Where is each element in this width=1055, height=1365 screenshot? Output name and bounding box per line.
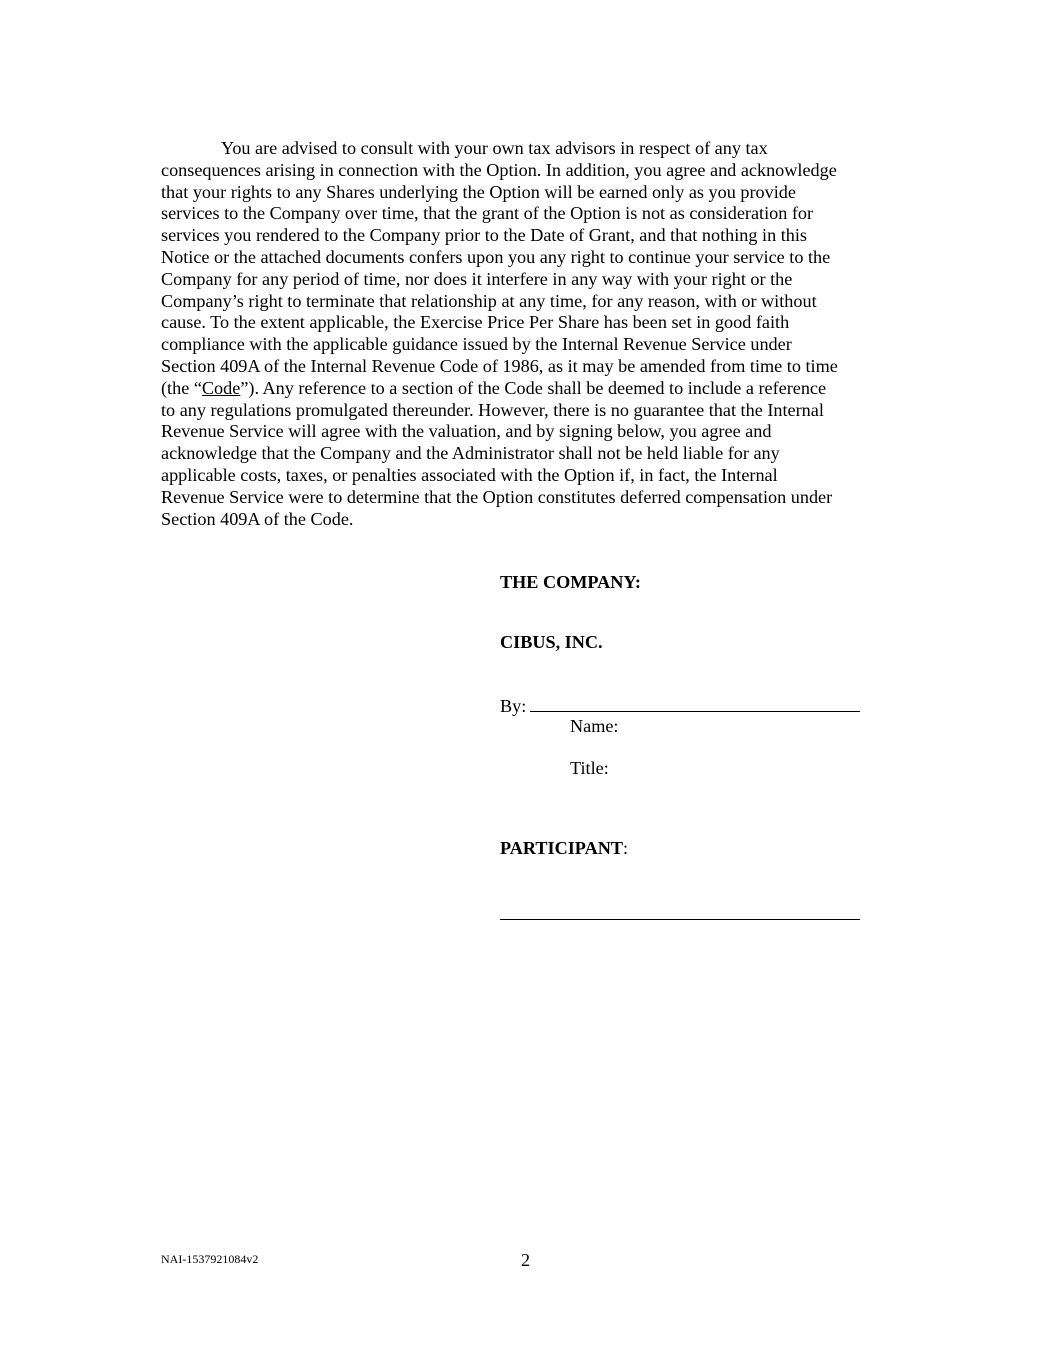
body-line: acknowledge that the Company and the Administrator shall not be held liable for any: [161, 443, 780, 464]
company-name: CIBUS, INC.: [500, 632, 603, 652]
body-line: services you rendered to the Company prior to the Date of Grant, and that nothing in this: [161, 225, 808, 246]
body-line: Section 409A of the Internal Revenue Code of 1986, as it may be amended from time to time: [161, 355, 838, 376]
body-line-code-definition: [161, 378, 896, 400]
body-line: services to the Company over time, that the grant of the Option is not as consideration for: [161, 203, 814, 224]
body-line: Revenue Service were to determine that the Option constitutes deferred compensation under: [161, 486, 833, 507]
body-line: You are advised to consult with your own tax advisors in respect of any tax: [221, 138, 768, 158]
body-line: Revenue Service will agree with the valuation, and by signing below, you agree and: [161, 421, 772, 442]
body-line: applicable costs, taxes, or penalties associated with the Option if, in fact, the Internal: [161, 464, 778, 485]
body-line: compliance with the applicable guidance issued by the Internal Revenue Service under: [161, 334, 792, 355]
by-label: By:: [500, 696, 527, 716]
by-signature-row: [500, 694, 860, 717]
signer-name-label: Name:: [570, 716, 619, 736]
document-id: NAI-1537921084v2: [161, 1252, 259, 1266]
company-heading: THE COMPANY:: [500, 572, 641, 592]
body-paragraph: [161, 138, 896, 530]
page-number: 2: [521, 1250, 531, 1270]
body-line: Notice or the attached documents confers upon you any right to continue your service to the: [161, 246, 831, 267]
body-line: Company’s right to terminate that relationship at any time, for any reason, with or without: [161, 290, 817, 311]
body-line: Section 409A of the Code.: [161, 508, 354, 529]
participant-signature-line[interactable]: [500, 919, 860, 920]
participant-colon: :: [622, 838, 629, 858]
body-line: to any regulations promulgated thereunder. However, there is no guarantee that the Internal: [161, 399, 824, 420]
body-line: consequences arising in connection with the Option. In addition, you agree and acknowledge: [161, 159, 837, 180]
participant-label: PARTICIPANT: [500, 838, 623, 858]
body-line: that your rights to any Shares underlying the Option will be earned only as you provide: [161, 181, 796, 202]
body-line: Company for any period of time, nor does it interfere in any way with your right or the: [161, 268, 793, 289]
code-line-prefix: (the “: [161, 377, 202, 398]
body-line: cause. To the extent applicable, the Exercise Price Per Share has been set in good faith: [161, 312, 790, 333]
signer-title-label: Title:: [570, 758, 609, 778]
defined-term-code: Code: [201, 377, 241, 398]
code-line-suffix: ”). Any reference to a section of the Code shall be deemed to include a reference: [240, 377, 827, 398]
company-signature-line[interactable]: [530, 694, 860, 712]
participant-heading: [500, 838, 628, 859]
